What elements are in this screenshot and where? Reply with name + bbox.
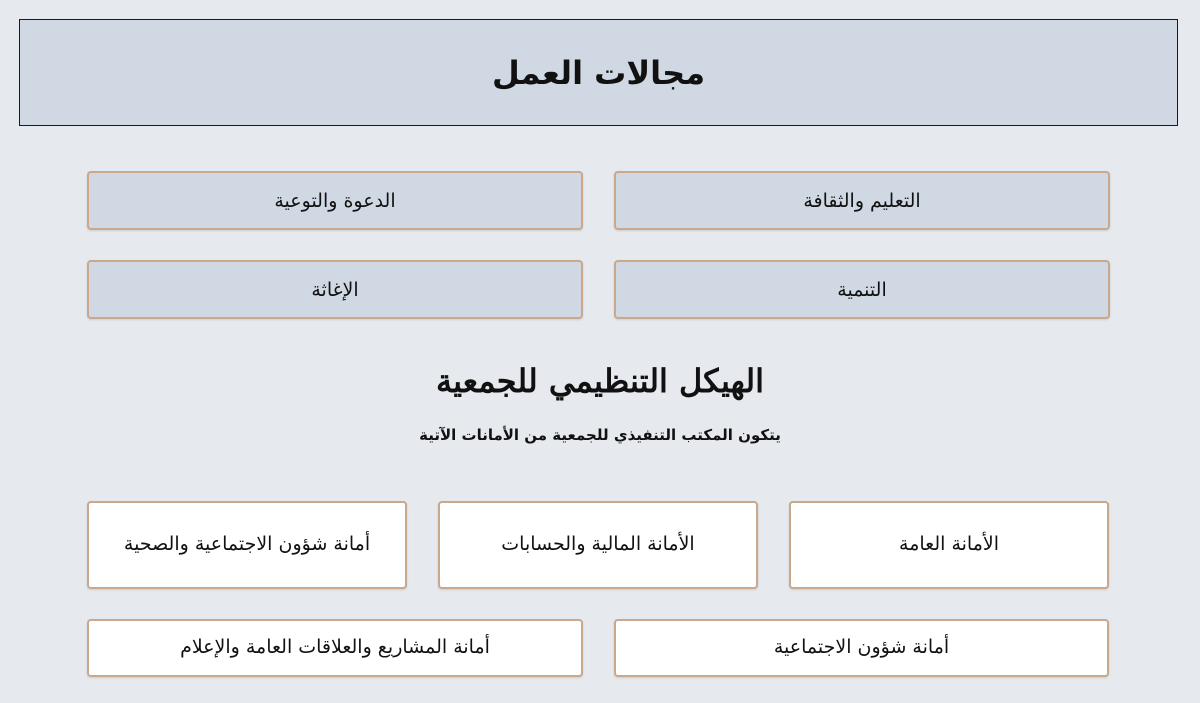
- unit-label: أمانة شؤون الاجتماعية والصحية: [123, 533, 371, 556]
- unit-projects-pr-media[interactable]: [87, 619, 583, 677]
- org-structure-title: الهيكل التنظيمي للجمعية: [435, 362, 764, 400]
- field-development[interactable]: [614, 260, 1110, 319]
- page-header: [19, 19, 1178, 126]
- unit-social-health-affairs[interactable]: [87, 501, 407, 589]
- unit-label: أمانة شؤون الاجتماعية: [773, 636, 950, 659]
- field-education-culture[interactable]: [614, 171, 1110, 230]
- field-label: التنمية: [837, 278, 887, 301]
- unit-label: الأمانة المالية والحسابات: [501, 533, 695, 556]
- field-relief[interactable]: [87, 260, 583, 319]
- unit-finance-accounts[interactable]: [438, 501, 758, 589]
- org-structure-subtitle: يتكون المكتب التنفيذي للجمعية من الأمانات الآتية: [419, 426, 781, 444]
- field-label: الإغاثة: [311, 278, 359, 301]
- unit-general-secretariat[interactable]: [789, 501, 1109, 589]
- field-label: الدعوة والتوعية: [274, 189, 396, 212]
- page-title: مجالات العمل: [491, 53, 706, 92]
- unit-social-affairs[interactable]: [614, 619, 1109, 677]
- field-label: التعليم والثقافة: [803, 189, 921, 212]
- field-dawah-awareness[interactable]: [87, 171, 583, 230]
- unit-label: الأمانة العامة: [899, 533, 999, 556]
- unit-label: أمانة المشاريع والعلاقات العامة والإعلام: [180, 636, 490, 659]
